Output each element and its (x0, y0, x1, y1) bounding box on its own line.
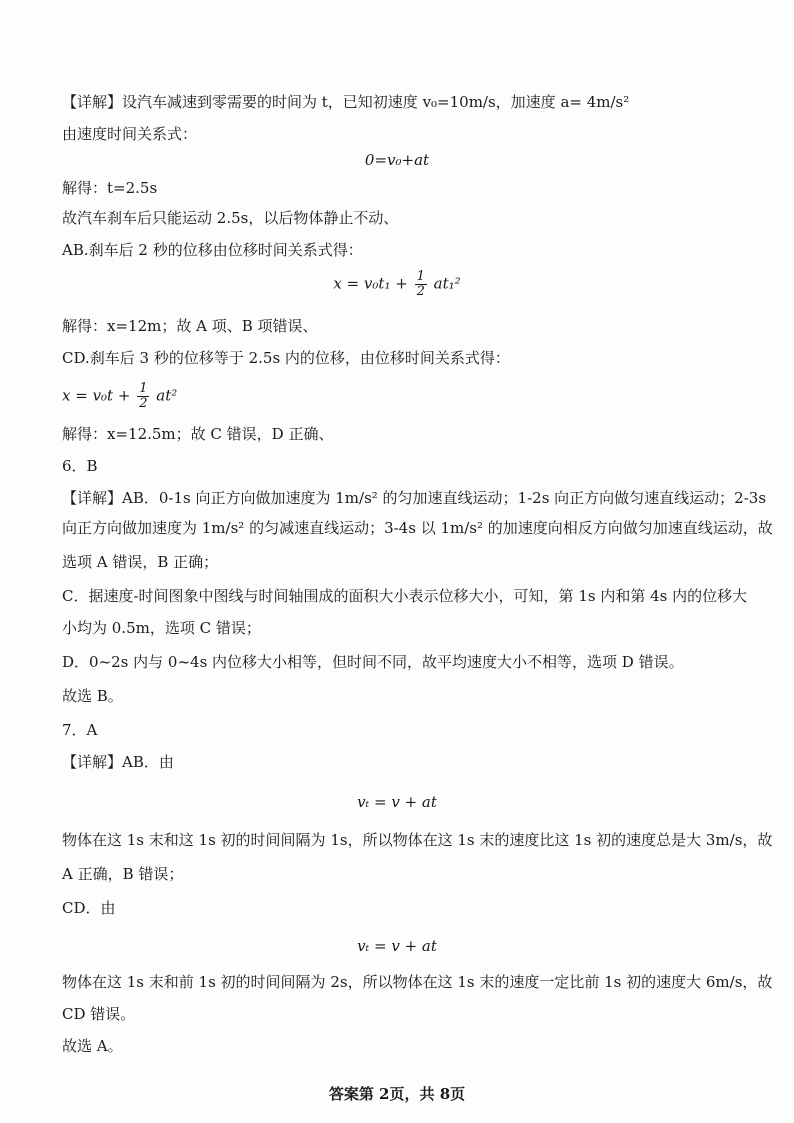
text-line: 选项 A 错误，B 正确； (62, 553, 219, 571)
text-line: 【详解】AB．0-1s 向正方向做加速度为 1m/s² 的匀加速直线运动；1-2s 向正方向做匀速直线运动；2-3s (62, 489, 767, 507)
text-line: D．0~2s 内与 0~4s 内位移大小相等，但时间不同，故平均速度大小不相等，选项 D 错误。 (62, 653, 684, 671)
text-line: 故汽车刹车后只能运动 2.5s，以后物体静止不动、 (62, 209, 399, 227)
equation-velocity: 0=v₀+at (364, 151, 430, 169)
text-line: CD 错误。 (62, 1005, 136, 1023)
text-line: 向正方向做加速度为 1m/s² 的匀减速直线运动；3-4s 以 1m/s² 的加速度向相反方向做匀加速直线运动，故 (62, 519, 773, 537)
text-line: 由速度时间关系式： (62, 125, 198, 143)
text-line: 物体在这 1s 末和前 1s 初的时间间隔为 2s，所以物体在这 1s 末的速度一定比前 1s 初的速度大 6m/s，故 (62, 973, 773, 991)
fraction-den: 2 (416, 284, 425, 299)
question-number: 6．B (62, 457, 98, 475)
equation-vt: vₜ = v + at (357, 793, 437, 811)
text-line: 解得：t=2.5s (62, 179, 158, 197)
fraction-num: 1 (139, 381, 148, 396)
text-line: 解得：x=12m；故 A 项、B 项错误、 (62, 317, 318, 335)
fraction (137, 382, 149, 411)
eq-left: x = v₀t + (62, 386, 131, 405)
text-line: 解得：x=12.5m；故 C 错误，D 正确、 (62, 425, 334, 443)
text-line: A 正确，B 错误； (62, 865, 184, 883)
question-number: 7．A (62, 721, 98, 739)
detail-intro: 【详解】设汽车减速到零需要的时间为 t，已知初速度 v₀=10m/s，加速度 a= 4m/s² (62, 93, 630, 111)
text-line: C．据速度-时间图象中图线与时间轴围成的面积大小表示位移大小，可知，第 1s 内和第 4s 内的位移大 (62, 587, 748, 605)
text-line: 【详解】AB．由 (62, 753, 174, 771)
eq-right: at₁² (433, 274, 461, 293)
text-line: 小均为 0.5m，选项 C 错误； (62, 619, 261, 637)
equation-displacement-t1 (0, 270, 794, 299)
text-line: CD.刹车后 3 秒的位移等于 2.5s 内的位移，由位移时间关系式得： (62, 349, 510, 367)
text-line: CD．由 (62, 899, 116, 917)
text-line: 故选 A。 (62, 1037, 123, 1055)
fraction-den: 2 (139, 396, 148, 411)
equation-vt: vₜ = v + at (357, 937, 437, 955)
fraction-num: 1 (416, 269, 425, 284)
fraction (415, 270, 427, 299)
equation-displacement-t (62, 382, 742, 411)
text-line: AB.刹车后 2 秒的位移由位移时间关系式得： (62, 241, 363, 259)
text-line: 故选 B。 (62, 687, 123, 705)
text-line: 物体在这 1s 末和这 1s 初的时间间隔为 1s，所以物体在这 1s 末的速度比这 1s 初的速度总是大 3m/s，故 (62, 831, 773, 849)
eq-left: x = v₀t₁ + (333, 274, 408, 293)
eq-right: at² (156, 386, 178, 405)
page-footer: 答案第 2页，共 8页 (328, 1085, 466, 1103)
